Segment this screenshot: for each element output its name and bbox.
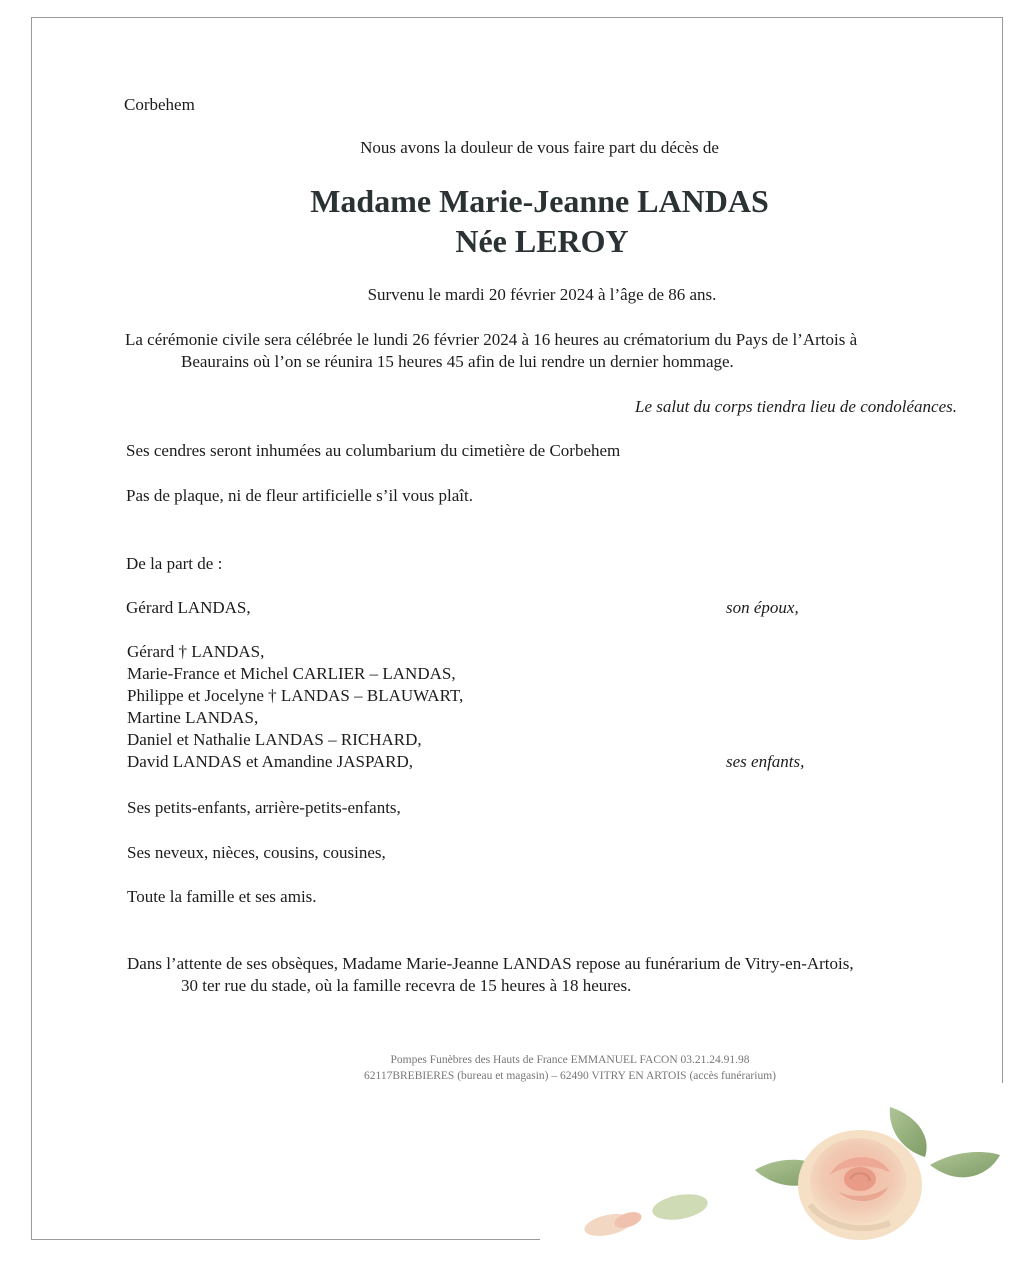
rose-illustration [540,1095,1029,1255]
maiden-name: Née LEROY [455,223,629,259]
rest-line-1: Dans l’attente de ses obsèques, Madame Marie-Jeanne LANDAS repose au funérarium de Vitry-en-Artois, [127,954,854,973]
place: Corbehem [124,95,195,114]
condolences-note: Le salut du corps tiendra lieu de condoléances. [634,397,957,416]
from-label: De la part de : [126,554,223,573]
funeral-home-line-2: 62117BREBIERES (bureau et magasin) – 62490 VITRY EN ARTOIS (accès funérarium) [364,1070,776,1082]
ashes-note: Ses cendres seront inhumées au columbarium du cimetière de Corbehem [126,441,621,460]
child-name: Philippe et Jocelyne † LANDAS – BLAUWART, [127,686,464,705]
child-name: David LANDAS et Amandine JASPARD, [127,752,414,771]
spouse-name: Gérard LANDAS, [126,598,251,617]
children-role: ses enfants, [726,752,805,771]
grandchildren-line: Ses petits-enfants, arrière-petits-enfants, [127,798,401,817]
ceremony-line-2: Beaurains où l’on se réunira 15 heures 45 afin de lui rendre un dernier hommage. [181,352,734,371]
child-name: Marie-France et Michel CARLIER – LANDAS, [127,664,456,683]
child-name: Gérard † LANDAS, [127,642,265,661]
deceased-name: Madame Marie-Jeanne LANDAS [310,183,769,219]
funeral-home-line-1: Pompes Funèbres des Hauts de France EMMANUEL FACON 03.21.24.91.98 [390,1054,750,1066]
children-list [127,641,463,773]
fallen-leaf [650,1190,709,1223]
family-line: Toute la famille et ses amis. [127,887,317,906]
intro-text: Nous avons la douleur de vous faire part du décès de [360,138,719,157]
spouse-role: son époux, [726,598,799,617]
relatives-line: Ses neveux, nièces, cousins, cousines, [127,843,386,862]
death-notice: Survenu le mardi 20 février 2024 à l’âge de 86 ans. [367,285,717,304]
flowers-note: Pas de plaque, ni de fleur artificielle s’il vous plaît. [126,486,473,505]
child-name: Martine LANDAS, [127,708,259,727]
rest-line-2: 30 ter rue du stade, où la famille recevra de 15 heures à 18 heures. [181,976,632,995]
ceremony-line-1: La cérémonie civile sera célébrée le lundi 26 février 2024 à 16 heures au crématorium du Pays de l’Artois à [125,330,858,349]
leaf [930,1152,1000,1177]
child-name: Daniel et Nathalie LANDAS – RICHARD, [127,730,422,749]
